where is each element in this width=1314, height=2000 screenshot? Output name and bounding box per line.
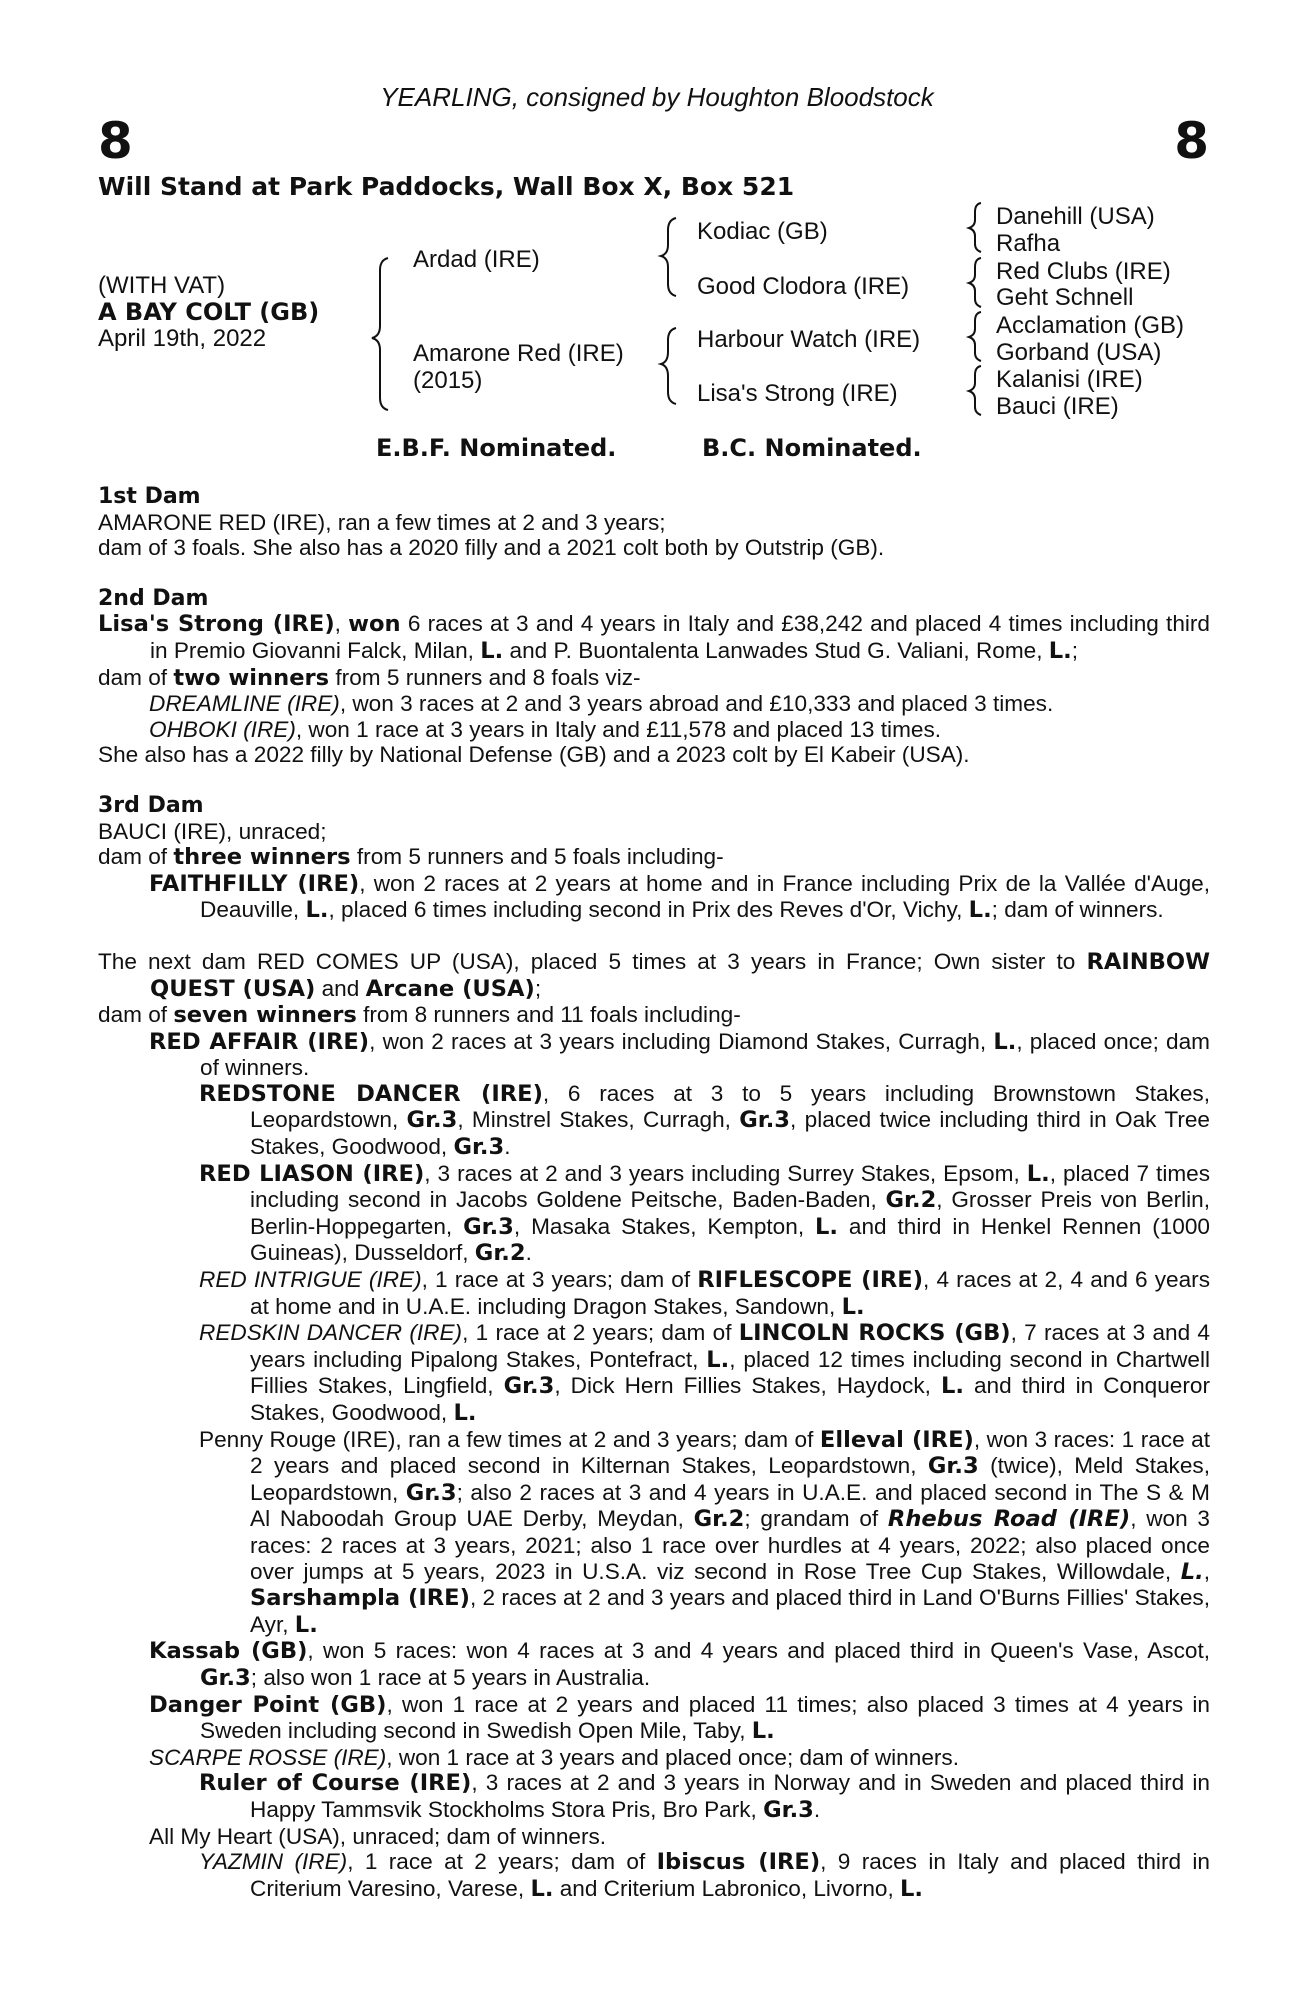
ruler-of-course-entry: Ruler of Course (IRE), 3 races at 2 and 3 years in Norway and in Sweden and placed third in Happy Tammsvik Stockholms Stora Pris, Bro Park, Gr.3. <box>199 1770 1210 1823</box>
ggen-8: Bauci (IRE) <box>996 393 1119 420</box>
lot-number-left: 8 <box>98 112 133 170</box>
consignment-header: YEARLING, consigned by Houghton Bloodstock <box>380 82 934 112</box>
second-dam-produce: dam of two winners from 5 runners and 8 foals viz- <box>98 664 641 691</box>
foaling-date: April 19th, 2022 <box>98 325 267 352</box>
yazmin-entry: YAZMIN (IRE), 1 race at 2 years; dam of Ibiscus (IRE), 9 races in Italy and placed third in Criterium Varesino, Varese, L. and Criterium Labronico, Livorno, L. <box>199 1849 1210 1902</box>
red-intrigue-entry: RED INTRIGUE (IRE), 1 race at 3 years; dam of RIFLESCOPE (IRE), 4 races at 2, 4 and 6 years at home and in U.A.E. including Dragon Stakes, Sandown, L. <box>199 1267 1210 1320</box>
lot-number-right: 8 <box>1174 112 1209 170</box>
second-dam-also: She also has a 2022 filly by National Defense (GB) and a 2023 colt by El Kabeir (USA). <box>98 742 970 768</box>
ggen-2: Rafha <box>996 230 1061 257</box>
vat-label: (WITH VAT) <box>98 272 226 299</box>
penny-rouge-entry: Penny Rouge (IRE), ran a few times at 2 and 3 years; dam of Elleval (IRE), won 3 races: 1 race at 2 years and placed second in Kilternan Stakes, Leopardstown, Gr.3 (twice), Meld Stakes, Leopardstown, Gr.3; also 2 races at 3 and 4 years in U.A.E. and placed second in The S & M Al Naboodah Group UAE Derby, Meydan, Gr.2; grandam of Rhebus Road (IRE), won 3 races: 2 races at 3 years, 2021; also 1 race over hurdles at 4 years, 2022; also placed once over jumps at 5 years, 2023 in U.S.A. viz second in Rose Tree Cup Stakes, Willowdale, L., Sarshampla (IRE), 2 races at 2 and 3 years and placed third in Land O'Burns Fillies' Stakes, Ayr, L. <box>199 1426 1211 1638</box>
ggen-7: Kalanisi (IRE) <box>996 366 1143 393</box>
ebf-nomination: E.B.F. Nominated. <box>376 434 617 462</box>
ggen-5: Acclamation (GB) <box>996 312 1185 339</box>
second-dam-foal-2: OHBOKI (IRE), won 1 race at 3 years in Italy and £11,578 and placed 13 times. <box>149 716 942 742</box>
redskin-dancer-entry: REDSKIN DANCER (IRE), 1 race at 2 years; dam of LINCOLN ROCKS (GB), 7 races at 3 and 4 years including Pipalong Stakes, Pontefract, L., placed 12 times including second in Chartwell Fillies Stakes, Lingfield, Gr.3, Dick Hern Fillies Stakes, Haydock, L. and third in Conqueror Stakes, Goodwood, L. <box>199 1320 1210 1426</box>
third-dam-heading: 3rd Dam <box>98 792 204 818</box>
dam-sire: Harbour Watch (IRE) <box>697 326 921 353</box>
ggen-6: Gorband (USA) <box>996 339 1162 366</box>
second-dam-record: Lisa's Strong (IRE), won 6 races at 3 and 4 years in Italy and £38,242 and placed 4 times including third in Premio Giovanni Falck, Milan, L. and P. Buontalenta Lanwades Stud G. Valiani, Rome, L.; <box>98 611 1210 664</box>
first-dam-heading: 1st Dam <box>98 484 201 509</box>
first-dam-line-1: AMARONE RED (IRE), ran a few times at 2 and 3 years; <box>98 509 666 535</box>
catalogue-body <box>98 484 1210 1902</box>
next-dam-produce: dam of seven winners from 8 runners and 11 foals including- <box>98 1002 741 1029</box>
scarpe-rosse-entry: SCARPE ROSSE (IRE), won 1 race at 3 years and placed once; dam of winners. <box>149 1744 959 1770</box>
next-dam-record: The next dam RED COMES UP (USA), placed 5 times at 3 years in France; Own sister to RAINBOW QUEST (USA) and Arcane (USA); <box>98 948 1210 1002</box>
stand-location: Will Stand at Park Paddocks, Wall Box X, Box 521 <box>98 172 795 201</box>
second-dam-heading: 2nd Dam <box>98 585 209 611</box>
ggen-4: Geht Schnell <box>996 284 1134 311</box>
dam-dam: Lisa's Strong (IRE) <box>697 380 898 407</box>
third-dam-foal-1: FAITHFILLY (IRE), won 2 races at 2 years at home and in France including Prix de la Vallée d'Auge, Deauville, L., placed 6 times including second in Prix des Reves d'Or, Vichy, L.; dam of winners. <box>149 870 1210 924</box>
red-affair-entry: RED AFFAIR (IRE), won 2 races at 3 years including Diamond Stakes, Curragh, L., placed once; dam of winners. <box>149 1028 1210 1081</box>
third-dam-produce: dam of three winners from 5 runners and 5 foals including- <box>98 844 724 871</box>
ggen-3: Red Clubs (IRE) <box>996 258 1171 285</box>
dam-name: Amarone Red (IRE) <box>413 340 624 367</box>
dam-year: (2015) <box>413 367 483 394</box>
second-dam-foal-1: DREAMLINE (IRE), won 3 races at 2 and 3 years abroad and £10,333 and placed 3 times. <box>149 691 1054 717</box>
third-dam-line-1: BAUCI (IRE), unraced; <box>98 818 327 844</box>
sire-dam: Good Clodora (IRE) <box>697 273 910 300</box>
kassab-entry: Kassab (GB), won 5 races: won 4 races at 3 and 4 years and placed third in Queen's Vase, Ascot, Gr.3; also won 1 race at 5 years in Australia. <box>149 1638 1210 1691</box>
sire-sire: Kodiac (GB) <box>697 218 828 245</box>
horse-name: A BAY COLT (GB) <box>98 298 320 326</box>
red-liason-entry: RED LIASON (IRE), 3 races at 2 and 3 years including Surrey Stakes, Epsom, L., placed 7 times including second in Jacobs Goldene Peitsche, Baden-Baden, Gr.2, Grosser Preis von Berlin, Berlin-Hoppegarten, Gr.3, Masaka Stakes, Kempton, L. and third in Henkel Rennen (1000 Guineas), Dusseldorf, Gr.2. <box>199 1160 1211 1267</box>
ggen-1: Danehill (USA) <box>996 203 1155 230</box>
sire-name: Ardad (IRE) <box>413 246 540 273</box>
danger-point-entry: Danger Point (GB), won 1 race at 2 years and placed 11 times; also placed 3 times at 4 years in Sweden including second in Swedish Open Mile, Taby, L. <box>149 1691 1210 1745</box>
all-my-heart-entry: All My Heart (USA), unraced; dam of winners. <box>149 1823 607 1849</box>
first-dam-line-2: dam of 3 foals. She also has a 2020 filly and a 2021 colt both by Outstrip (GB). <box>98 535 885 561</box>
redstone-dancer-entry: REDSTONE DANCER (IRE), 6 races at 3 to 5 years including Brownstown Stakes, Leopardstown, Gr.3, Minstrel Stakes, Curragh, Gr.3, placed twice including third in Oak Tree Stakes, Goodwood, Gr.3. <box>199 1080 1210 1161</box>
bc-nomination: B.C. Nominated. <box>702 434 922 462</box>
